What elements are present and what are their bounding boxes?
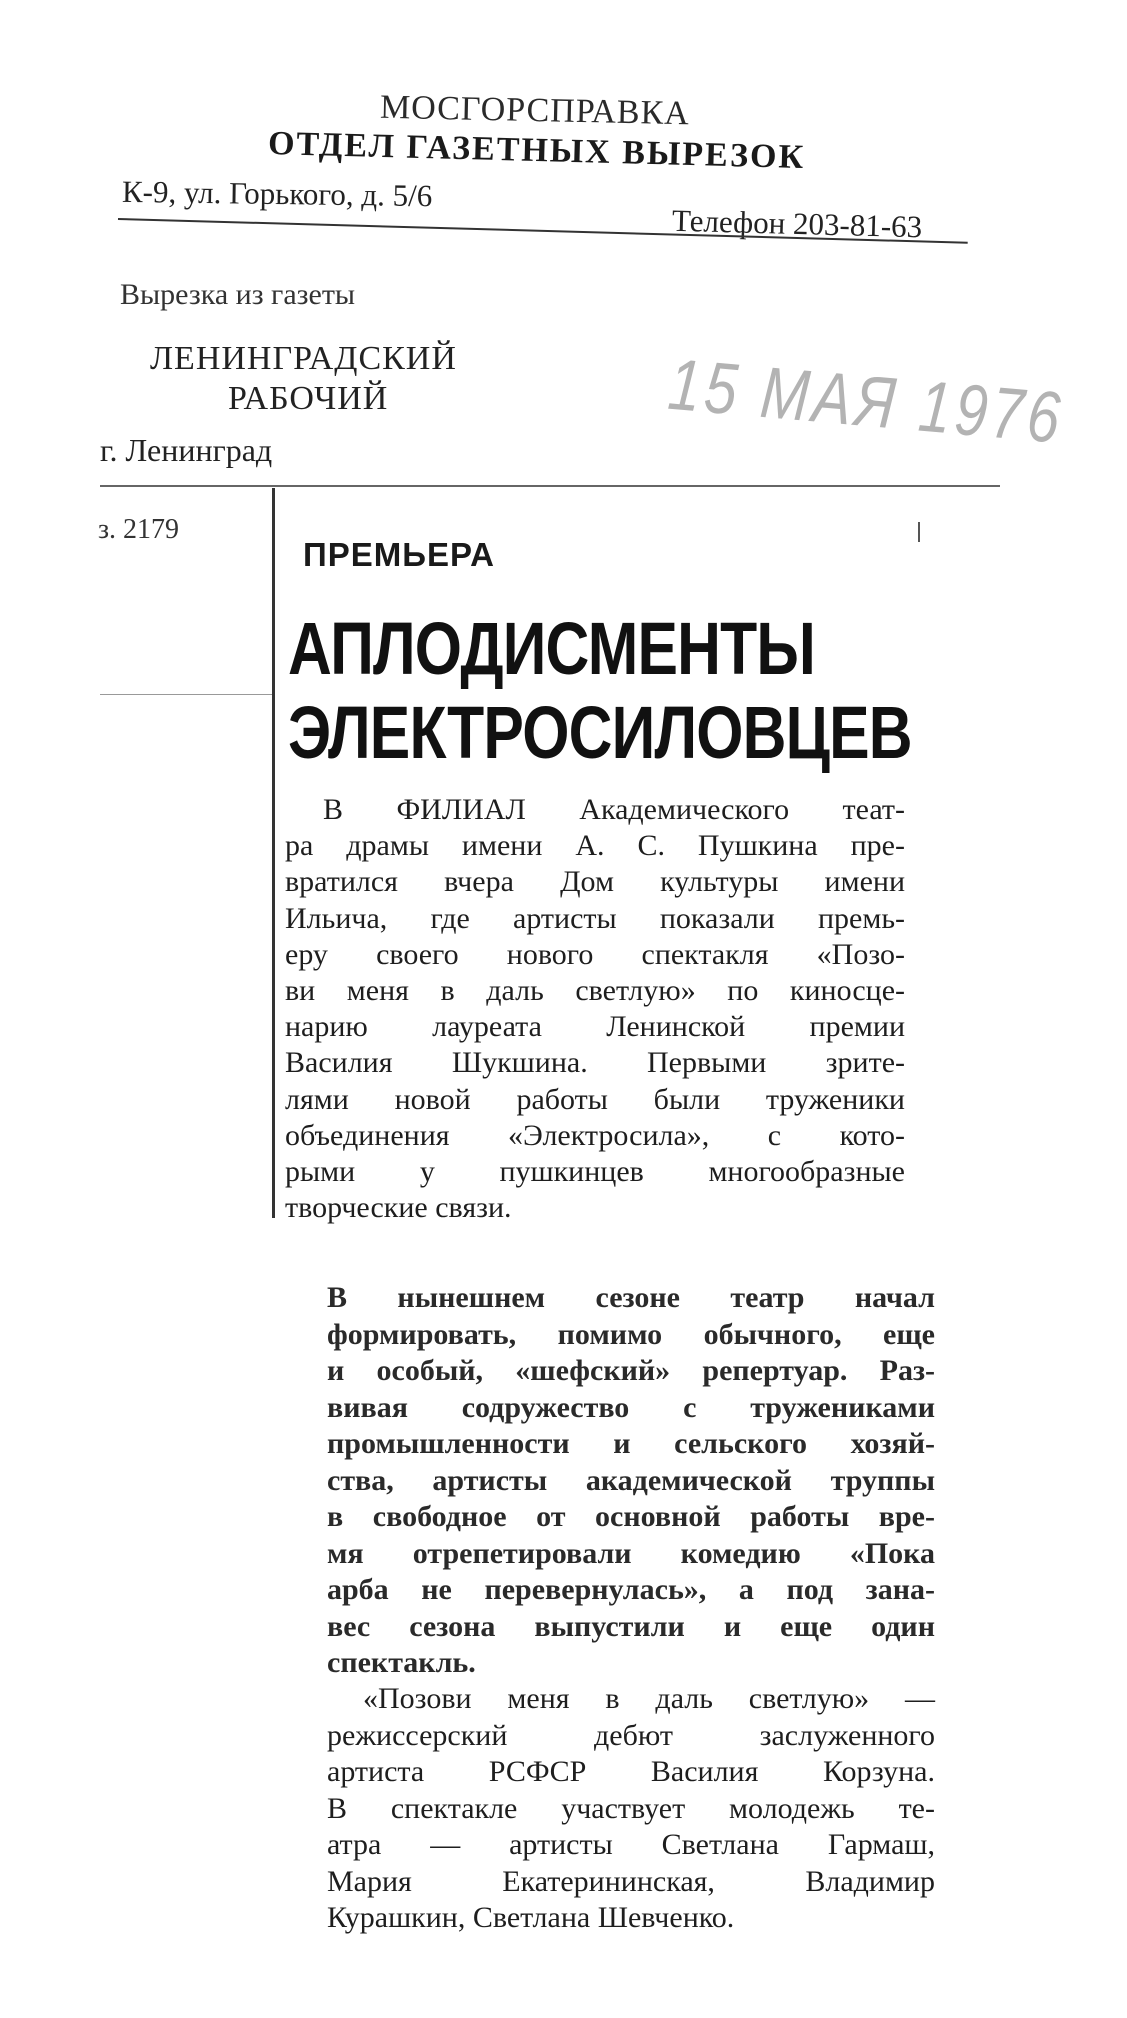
- paragraph-line: В ФИЛИАЛ Академического теат-: [323, 793, 905, 826]
- paragraph-line: вратился вчера Дом культуры имени: [285, 865, 905, 899]
- paragraph-line: арба не перевернулась», а под зана-: [327, 1573, 935, 1606]
- paragraph-line: ра драмы имени А. С. Пушкина пре-: [285, 829, 905, 863]
- column-rule: [272, 488, 275, 1218]
- paragraph-line: мя отрепетировали комедию «Пока: [327, 1536, 935, 1570]
- newspaper-city: г. Ленинград: [100, 432, 273, 468]
- paragraph-line: ства, артисты академической труппы: [327, 1463, 935, 1497]
- section-rule: [100, 485, 1000, 487]
- article-paragraph-1: [285, 792, 905, 1226]
- paragraph-line: режиссерский дебют заслуженного: [327, 1718, 935, 1752]
- headline-line2: ЭЛЕКТРОСИЛОВЦЕВ: [288, 691, 912, 774]
- paragraph-line: Мария Екатерининская, Владимир: [327, 1864, 935, 1898]
- paragraph-line: рыми у пушкинцев многообразные: [285, 1155, 905, 1189]
- agency-address: К-9, ул. Горького, д. 5/6: [121, 173, 433, 214]
- paragraph-line: вес сезона выпустили и еще один: [327, 1609, 935, 1643]
- paragraph-line: еру своего нового спектакля «Позо-: [285, 937, 905, 971]
- newspaper-name-line1: ЛЕНИНГРАДСКИЙ: [150, 340, 457, 377]
- department-name: ОТДЕЛ ГАЗЕТНЫХ ВЫРЕЗОК: [267, 124, 806, 177]
- article-paragraph-2: [327, 1280, 935, 1682]
- paragraph-line: промышленности и сельского хозяй-: [327, 1427, 935, 1460]
- column-rule-tick: [918, 522, 920, 542]
- paragraph-line: и особый, «шефский» репертуар. Раз-: [327, 1354, 935, 1387]
- paragraph-line: «Позови меня в даль светлую» —: [363, 1682, 935, 1715]
- paragraph-line: формировать, помимо обычного, еще: [327, 1317, 935, 1351]
- paragraph-line: Василия Шукшина. Первыми зрите-: [285, 1046, 905, 1080]
- agency-name: МОСГОРСПРАВКА: [379, 88, 691, 133]
- paragraph-line: творческие связи.: [285, 1191, 512, 1225]
- paragraph-line: лями новой работы были труженики: [285, 1082, 905, 1116]
- paragraph-line: атра — артисты Светлана Гармаш,: [327, 1828, 935, 1861]
- agency-phone: Телефон 203-81-63: [671, 202, 923, 245]
- article-rubric: ПРЕМЬЕРА: [303, 536, 495, 573]
- date-stamp: 15 МАЯ 1976: [665, 343, 1068, 460]
- paragraph-line: вивая содружество с тружениками: [327, 1390, 935, 1424]
- order-number: з. 2179: [98, 514, 180, 545]
- margin-rule: [100, 694, 272, 695]
- paragraph-line: Курашкин, Светлана Шевченко.: [327, 1901, 735, 1934]
- paragraph-line: ви меня в даль светлую» по киносце-: [285, 974, 905, 1008]
- paragraph-line: В спектакле участвует молодежь те-: [327, 1791, 935, 1825]
- paragraph-line: объединения «Электросила», с кото-: [285, 1118, 905, 1152]
- paragraph-line: спектакль.: [327, 1646, 476, 1679]
- paragraph-line: в свободное от основной работы вре-: [327, 1500, 935, 1533]
- paragraph-line: нарию лауреата Ленинской премии: [285, 1010, 905, 1044]
- paragraph-line: В нынешнем сезоне театр начал: [327, 1281, 935, 1314]
- clip-label: Вырезка из газеты: [120, 278, 356, 311]
- paragraph-line: Ильича, где артисты показали премь-: [285, 901, 905, 935]
- paragraph-line: артиста РСФСР Василия Корзуна.: [327, 1755, 935, 1788]
- headline-line1: АПЛОДИСМЕНТЫ: [288, 607, 815, 690]
- newspaper-name-line2: РАБОЧИЙ: [228, 380, 389, 417]
- article-paragraph-3: [327, 1681, 935, 1937]
